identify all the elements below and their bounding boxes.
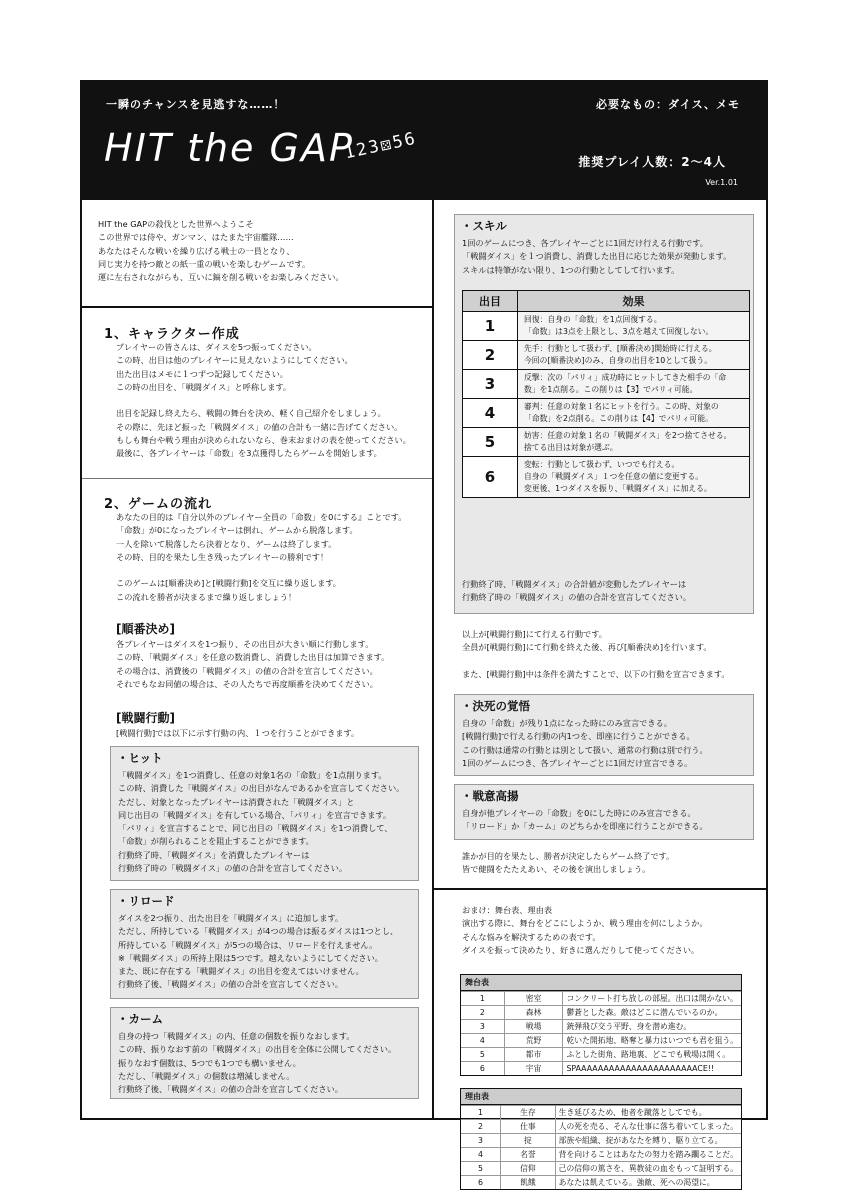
- reload-title: ・リロード: [117, 894, 175, 908]
- reason-num: 6: [461, 1176, 501, 1190]
- requirements: 必要なもの：ダイス、メモ: [596, 98, 740, 111]
- reload-box: [110, 889, 419, 999]
- column-divider: [432, 200, 434, 1120]
- stage-desc: コンクリート打ち放しの部屋。出口は開かない。: [563, 992, 741, 1006]
- skill-die: 1: [463, 312, 518, 341]
- char-create-body: プレイヤーの皆さんは、ダイスを5つ振ってください。 この時、出目は他のプレイヤーに見えないようにしてください。 出た出目はメモに１つずつ記録してください。 この時の出目を、「戦闘ダイス」と呼称します。 出目を記録し終えたら、戦闘の舞台を決め、軽く自己紹介をしましょう。 その際に、先ほど振った「戦闘ダイス」の値の合計も一緒に告げてください。 もしも舞台や戦う理由が決められないなら、巻末おまけの表を使ってください。 最後に、各プレイヤーは「命数」を3点獲得したらゲームを開始します。: [116, 342, 411, 459]
- game-title: HIT the GAP: [104, 126, 354, 170]
- ending-text: 誰かが目的を果たし、勝者が決定したらゲーム終了です。 皆で健闘をたたえあい、その後を演出しましょう。: [462, 851, 675, 875]
- resolve-title: ・決死の覚悟: [461, 699, 530, 713]
- header-banner: [82, 82, 766, 200]
- divider: [432, 888, 766, 890]
- flow-title: 2、ゲームの流れ: [104, 497, 213, 512]
- reason-desc: 生き延びるため、他者を蹴落としてでも。: [555, 1106, 741, 1120]
- fury-title: ・戦意高揚: [461, 789, 519, 803]
- stage-desc: 乾いた開拓地、略奪と暴力はいつでも君を狙う。: [563, 1034, 741, 1048]
- rulesheet-frame: [80, 80, 768, 1187]
- stage-row: [461, 1020, 741, 1034]
- stage-desc: 鬱蒼とした森。敵はどこに潜んでいるのか。: [563, 1006, 741, 1020]
- skill-row: [463, 341, 750, 370]
- reason-row: [461, 1148, 741, 1162]
- order-body: 各プレイヤーはダイスを1つ振り、その出目が大きい順に行動します。 この時、「戦闘ダイス」を任意の数消費し、消費した出目は加算できます。 その場合は、消費後の「戦闘ダイス」の値の合計を宣言してください。 それでもなお同値の場合は、その人たちで再度順番を決めてください。: [116, 639, 390, 689]
- col-die-header: 出目: [463, 291, 518, 312]
- reason-desc: あなたは飢えている。強敵、死への渇望に。: [555, 1176, 741, 1190]
- actions-summary: 以上が[戦闘行動]にて行える行動です。 全員が[戦闘行動]にて行動を終えた後、再び[順番決め]を行います。 また、[戦闘行動]中は条件を満たすことで、以下の行動を宣言できます。: [462, 629, 730, 679]
- reason-desc: 己の信仰の篤さを、異教徒の血をもって証明する。: [555, 1162, 741, 1176]
- intro-text: HIT the GAPの殺伐とした世界へようこそ この世界では侍や、ガンマン、はたまた宇宙艦隊…… あなたはそんな戦いを繰り広げる戦士の一員となり、 同じ実力を持つ敵との紙一重の戦いを楽しむゲームです。 運に左右されながらも、互いに鎬を削る戦いをお楽しみください。: [98, 219, 344, 283]
- reason-name: 名誉: [501, 1148, 556, 1162]
- reason-row: [461, 1162, 741, 1176]
- reason-name: 生存: [501, 1106, 556, 1120]
- char-create-title: 1、キャラクター作成: [104, 327, 240, 342]
- stage-num: 5: [461, 1048, 504, 1062]
- skill-row: [463, 428, 750, 457]
- skill-die: 6: [463, 457, 518, 498]
- skill-effect: 反撃：次の「パリィ」成功時にヒットしてきた相手の「命 数」を1点削る。この削りは【3】でパリィ可能。: [518, 370, 750, 399]
- reason-row: [461, 1120, 741, 1134]
- fury-body: 自身が他プレイヤーの「命数」を0にした時にのみ宣言できる。 「リロード」か「カーム」のどちらかを即座に行うことができる。: [462, 808, 708, 832]
- reason-num: 3: [461, 1134, 501, 1148]
- reason-name: 掟: [501, 1134, 556, 1148]
- reason-table: [460, 1088, 742, 1190]
- divider: [82, 478, 432, 479]
- stage-row: [461, 1034, 741, 1048]
- reason-num: 4: [461, 1148, 501, 1162]
- flow-body: あなたの目的は『自分以外のプレイヤー全員の「命数」を0にする』ことです。 「命数」が0になったプレイヤーは倒れ、ゲームから脱落します。 一人を除いて脱落したら決着となり、ゲームは終了します。 その時、目的を果たし生き残ったプレイヤーの勝利です！ このゲームは[順番決め]と[戦闘行動]を交互に繰り返します。 この流れを勝者が決まるまで繰り返しましょう！: [116, 512, 407, 602]
- stage-row: [461, 1048, 741, 1062]
- skill-die: 4: [463, 399, 518, 428]
- divider: [82, 306, 432, 308]
- reason-desc: 背を向けることはあなたの努力を踏み躙ることだ。: [555, 1148, 741, 1162]
- reload-body: ダイスを2つ振り、出た出目を「戦闘ダイス」に追加します。 ただし、所持している「戦闘ダイス」が4つの場合は振るダイスは1つとし、 所持している「戦闘ダイス」が5つの場合は、リロードを行えません。 ※「戦闘ダイス」の所持上限は5つです。越えないようにしてください。 また、既に存在する「戦闘ダイス」の出目を変えてはいけません。 行動終了後、「戦闘ダイス」の値の合計を宣言してください。: [118, 913, 399, 990]
- order-title: [順番決め]: [116, 622, 175, 636]
- skill-title: ・スキル: [461, 219, 507, 233]
- skill-table: [462, 290, 750, 498]
- battle-body: [戦闘行動]では以下に示す行動の内、１つを行うことができます。: [116, 728, 360, 738]
- skill-row: [463, 457, 750, 498]
- player-count: 推奨プレイ人数：2〜4人: [578, 155, 726, 169]
- stage-name: 戦場: [504, 1020, 563, 1034]
- reason-desc: 人の死を売る、そんな仕事に落ち着いてしまった。: [555, 1120, 741, 1134]
- skill-row: [463, 370, 750, 399]
- skill-die: 3: [463, 370, 518, 399]
- hit-title: ・ヒット: [117, 751, 163, 765]
- skill-die: 2: [463, 341, 518, 370]
- stage-num: 6: [461, 1062, 504, 1076]
- skill-body: 1回のゲームにつき、各プレイヤーごとに1回だけ行える行動です。 「戦闘ダイス」を１つ消費し、消費した出目に応じた効果が発動します。 スキルは特筆がない限り、1つの行動としてして行います。: [462, 238, 732, 275]
- skill-effect: 先手：行動として扱わず、[順番決め]開始時に行える。 今回の[順番決め]のみ、自身の出目を10として扱う。: [518, 341, 750, 370]
- skill-effect: 変転：行動として扱わず、いつでも行える。 自身の「戦闘ダイス」１つを任意の値に変更する。 変更後、1つダイスを振り、「戦闘ダイス」に加える。: [518, 457, 750, 498]
- reason-desc: 部族や組織、掟があなたを縛り、駆り立てる。: [555, 1134, 741, 1148]
- version-label: Ver.1.01: [705, 178, 738, 187]
- bonus-intro: おまけ：舞台表、理由表 演出する際に、舞台をどこにしようか、戦う理由を何にしようか。 そんな悩みを解決するための表です。 ダイスを振って決めたり、好きに選んだりして使ってください。: [462, 905, 708, 955]
- reason-num: 5: [461, 1162, 501, 1176]
- skill-after-table: 行動終了時、「戦闘ダイス」の合計値が変動したプレイヤーは 行動終了時の「戦闘ダイス」の値の合計を宣言してください。: [462, 579, 692, 603]
- stage-desc: SPAAAAAAAAAAAAAAAAAAAAAACE!!: [563, 1062, 741, 1076]
- stage-num: 4: [461, 1034, 504, 1048]
- skill-die: 5: [463, 428, 518, 457]
- stage-name: 密室: [504, 992, 563, 1006]
- hit-body: 「戦闘ダイス」を1つ消費し、任意の対象1名の「命数」を1点削ります。 この時、消費した「戦闘ダイス」の出目がなんであるかを宣言してください。 ただし、対象となったプレイヤーは消費された「戦闘ダイス」と 同じ出目の「戦闘ダイス」を有している場合、「パリィ」を宣言できます。 「パリィ」を宣言することで、同じ出目の「戦闘ダイス」を1つ消費して、 「命数」が削られることを阻止することができます。 行動終了時、「戦闘ダイス」を消費したプレイヤーは 行動終了時の「戦闘ダイス」の値の合計を宣言してください。: [118, 770, 405, 874]
- skill-row: [463, 399, 750, 428]
- resolve-box: [454, 694, 754, 776]
- calm-box: [110, 1007, 419, 1099]
- stage-desc: 銃弾飛び交う平野、身を潜め進む。: [563, 1020, 741, 1034]
- stage-name: 森林: [504, 1006, 563, 1020]
- reason-name: 信仰: [501, 1162, 556, 1176]
- col-effect-header: 効果: [518, 291, 750, 312]
- stage-table-caption: 舞台表: [461, 975, 741, 991]
- skill-effect: 審判：任意の対象１名にヒットを行う。この時、対象の 「命数」を2点削る。この削りは【4】でパリィ可能。: [518, 399, 750, 428]
- reason-row: [461, 1134, 741, 1148]
- reason-table-caption: 理由表: [461, 1089, 741, 1105]
- reason-row: [461, 1176, 741, 1190]
- stage-row: [461, 1062, 741, 1076]
- reason-num: 2: [461, 1120, 501, 1134]
- stage-name: 都市: [504, 1048, 563, 1062]
- calm-title: ・カーム: [117, 1012, 163, 1026]
- resolve-body: 自身の「命数」が残り1点になった時にのみ宣言できる。 [戦闘行動]で行える行動の内1つを、即座に行うことができる。 この行動は通常の行動とは別として扱い、通常の行動は別で行う。 1回のゲームにつき、各プレイヤーごとに1回だけ宣言できる。: [462, 718, 708, 768]
- stage-row: [461, 1006, 741, 1020]
- skill-table-header: [463, 291, 750, 312]
- stage-row: [461, 992, 741, 1006]
- tagline: 一瞬のチャンスを見逃すな……！: [106, 98, 286, 111]
- hit-box: [110, 746, 419, 881]
- fury-box: [454, 784, 754, 840]
- stage-name: 宇宙: [504, 1062, 563, 1076]
- dice-numbers: 123⚄56: [342, 128, 419, 164]
- calm-body: 自身の持つ「戦闘ダイス」の内、任意の個数を振りなおします。 この時、振りなおす前の「戦闘ダイス」の出目を全体に公開してください。 振りなおす個数は、5つでも1つでも構いません。 ただし、「戦闘ダイス」の個数は増減しません。 行動終了後、「戦闘ダイス」の値の合計を宣言してください。: [118, 1031, 397, 1095]
- stage-num: 3: [461, 1020, 504, 1034]
- skill-effect: 妨害：任意の対象１名の「戦闘ダイス」を2つ捨てさせる。 捨てる出目は対象が選ぶ。: [518, 428, 750, 457]
- stage-num: 2: [461, 1006, 504, 1020]
- stage-desc: ふとした街角、路地裏、どこでも戦場は開く。: [563, 1048, 741, 1062]
- battle-title: [戦闘行動]: [116, 711, 175, 725]
- reason-name: 飢餓: [501, 1176, 556, 1190]
- reason-row: [461, 1106, 741, 1120]
- stage-table: [460, 974, 742, 1076]
- skill-row: [463, 312, 750, 341]
- skill-effect: 回復：自身の「命数」を1点回復する。 「命数」は3点を上限とし、3点を越えて回復しない。: [518, 312, 750, 341]
- reason-name: 仕事: [501, 1120, 556, 1134]
- reason-num: 1: [461, 1106, 501, 1120]
- stage-name: 荒野: [504, 1034, 563, 1048]
- stage-num: 1: [461, 992, 504, 1006]
